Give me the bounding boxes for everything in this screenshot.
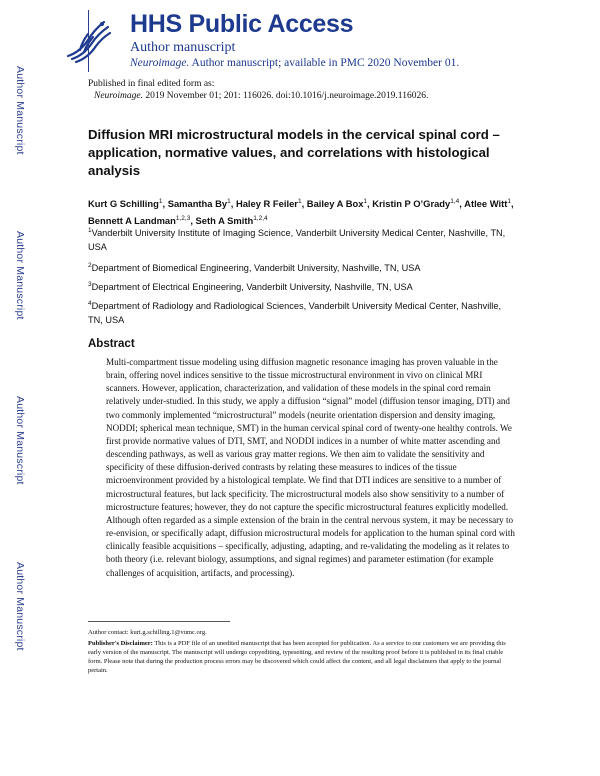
affiliation-marker: 3 — [88, 281, 92, 288]
author-name: Bailey A Box — [306, 198, 364, 210]
abstract-text: Multi-compartment tissue modeling using diffusion magnetic resonance imaging has proven valuable in the brain, offering novel indices sensitive to the tissue microstructural environment in vivo on clinical MRI scanners. However, application, characterization, and validation of these models in the spinal cord remain relatively under-studied. In this study, we apply a diffusion “signal” model (diffusion tensor imaging, DTI) and two commonly implemented “microstructural” models (neurite orientation dispersion and density imaging, NODDI; spherical mean technique, SMT) in the human cervical spinal cord of twenty-one healthy controls. We first provide normative values of DTI, SMT, and NODDI indices in a number of white matter ascending and descending pathways, as well as various gray matter regions. We then aim to validate the sensitivity and specificity of these diffusion-derived contrasts by relating these measures to indices of the tissue microenvironment provided by a histological template. We find that DTI indices are sensitive to a number of microstructural features, but lack specificity. The microstructural models also show sensitivity to a number of microstructure features; however, they do not capture the specific microstructural features explicitly modelled. Although often regarded as a simple extension of the brain in the central nervous system, it may be necessary to re-envision, or specifically adapt, diffusion microstructural models for application to the human spinal cord with clinically feasible acquisitions – specifically, adjusting, adapting, and re-validating the modeling as it relates to both theory (i.e. relevant biology, assumptions, and signal regimes) and parameter estimation (for example challenges of acquisition, artifacts, and processing). — [106, 357, 515, 578]
hhs-eagle-logo — [58, 12, 116, 68]
affiliation-3 — [88, 278, 518, 295]
affiliation-text: Department of Radiology and Radiological Sciences, Vanderbilt University Medical Center, Nashville, TN, USA — [88, 301, 502, 325]
author-affiliation-marker: 1 — [363, 198, 368, 205]
author-affiliation-marker: 1 — [297, 198, 302, 205]
author-name: Bennett A Landman — [88, 214, 176, 226]
hhs-public-access-title: HHS Public Access — [130, 10, 354, 38]
affiliation-text: Vanderbilt University Institute of Imaging Science, Vanderbilt University Medical Center, Nashville, TN, USA — [88, 228, 506, 252]
author-affiliation-marker: 1,4 — [450, 198, 460, 205]
publisher-disclaimer — [88, 639, 518, 675]
author-affiliation-marker: 1,2,3 — [175, 214, 191, 222]
paper-title: Diffusion MRI microstructural models in the cervical spinal cord – application, normative values, and correlations with histological analysis — [88, 127, 500, 178]
header-divider — [88, 10, 89, 72]
abstract-heading: Abstract — [88, 338, 135, 350]
footnotes — [88, 628, 518, 675]
author-name: Kurt G Schilling — [88, 198, 159, 210]
citation-journal: Neuroimage. — [94, 91, 143, 101]
author-name: Haley R Feiler — [235, 198, 298, 210]
author-name: Atlee Witt — [464, 198, 508, 210]
author-contact: Author contact: kurt.g.schilling.1@vumc.org. — [88, 629, 207, 636]
journal-name: Neuroimage. — [130, 57, 190, 69]
citation-line — [88, 90, 428, 102]
affiliation-marker: 4 — [88, 300, 92, 307]
affiliation-1 — [88, 224, 518, 254]
sidebar-author-manuscript-label-3: Author Manuscript — [14, 396, 26, 485]
disclaimer-label: Publisher's Disclaimer: — [88, 640, 153, 647]
author-affiliation-marker: 1 — [158, 198, 163, 205]
author-name: Kristin P O’Grady — [372, 198, 451, 210]
affiliation-marker: 2 — [88, 262, 92, 269]
citation-details: 2019 November 01; 201: 116026. doi:10.1016/j.neuroimage.2019.116026. — [143, 91, 429, 101]
published-in-label: Published in final edited form as: — [88, 79, 215, 89]
sidebar-author-manuscript-label-4: Author Manuscript — [14, 562, 26, 651]
author-affiliation-marker: 1 — [507, 198, 511, 205]
author-name: Seth A Smith — [195, 214, 254, 226]
author-list: Kurt G Schilling$^1$, Samantha By$^1$, Haley R Feiler$^1$, Bailey A Box$^1$, Kristin P O’Grady$^{1,4}$, Atlee Witt$^1$, Bennett A Landman$^{1,2,3}$, Seth A Smith$^{1,2,4}$ — [88, 198, 514, 226]
affiliation-text: Department of Electrical Engineering, Vanderbilt University, Nashville, TN, USA — [91, 282, 413, 293]
sidebar-author-manuscript-label-2: Author Manuscript — [14, 231, 26, 320]
affiliation-4 — [88, 297, 518, 327]
sidebar-author-manuscript-label-1: Author Manuscript — [14, 66, 26, 155]
journal-availability-line — [130, 57, 459, 69]
footnote-divider — [88, 621, 230, 622]
author-name: Samantha By — [167, 198, 228, 210]
author-affiliation-marker: 1,2,4 — [253, 214, 268, 222]
affiliation-2 — [88, 259, 518, 276]
publication-note — [88, 78, 428, 102]
disclaimer-text: This is a PDF file of an unedited manuscript that has been accepted for publication. As a service to our customers we are providing this early version of the manuscript. The manuscript will undergo copyediting, typesetting, and review of the resulting proof before it is published in its final citable form. Please note that during the production process errors may be discovered which could affect the content, and all legal disclaimers that apply to the journal pertain. — [88, 640, 506, 674]
author-affiliation-marker: 1 — [227, 198, 231, 205]
affiliation-text: Department of Biomedical Engineering, Vanderbilt University, Nashville, TN, USA — [91, 263, 421, 274]
affiliation-marker: 1 — [88, 227, 92, 234]
author-manuscript-subtitle: Author manuscript — [130, 40, 236, 55]
availability-text: Author manuscript; available in PMC 2020 November 01. — [189, 57, 460, 69]
